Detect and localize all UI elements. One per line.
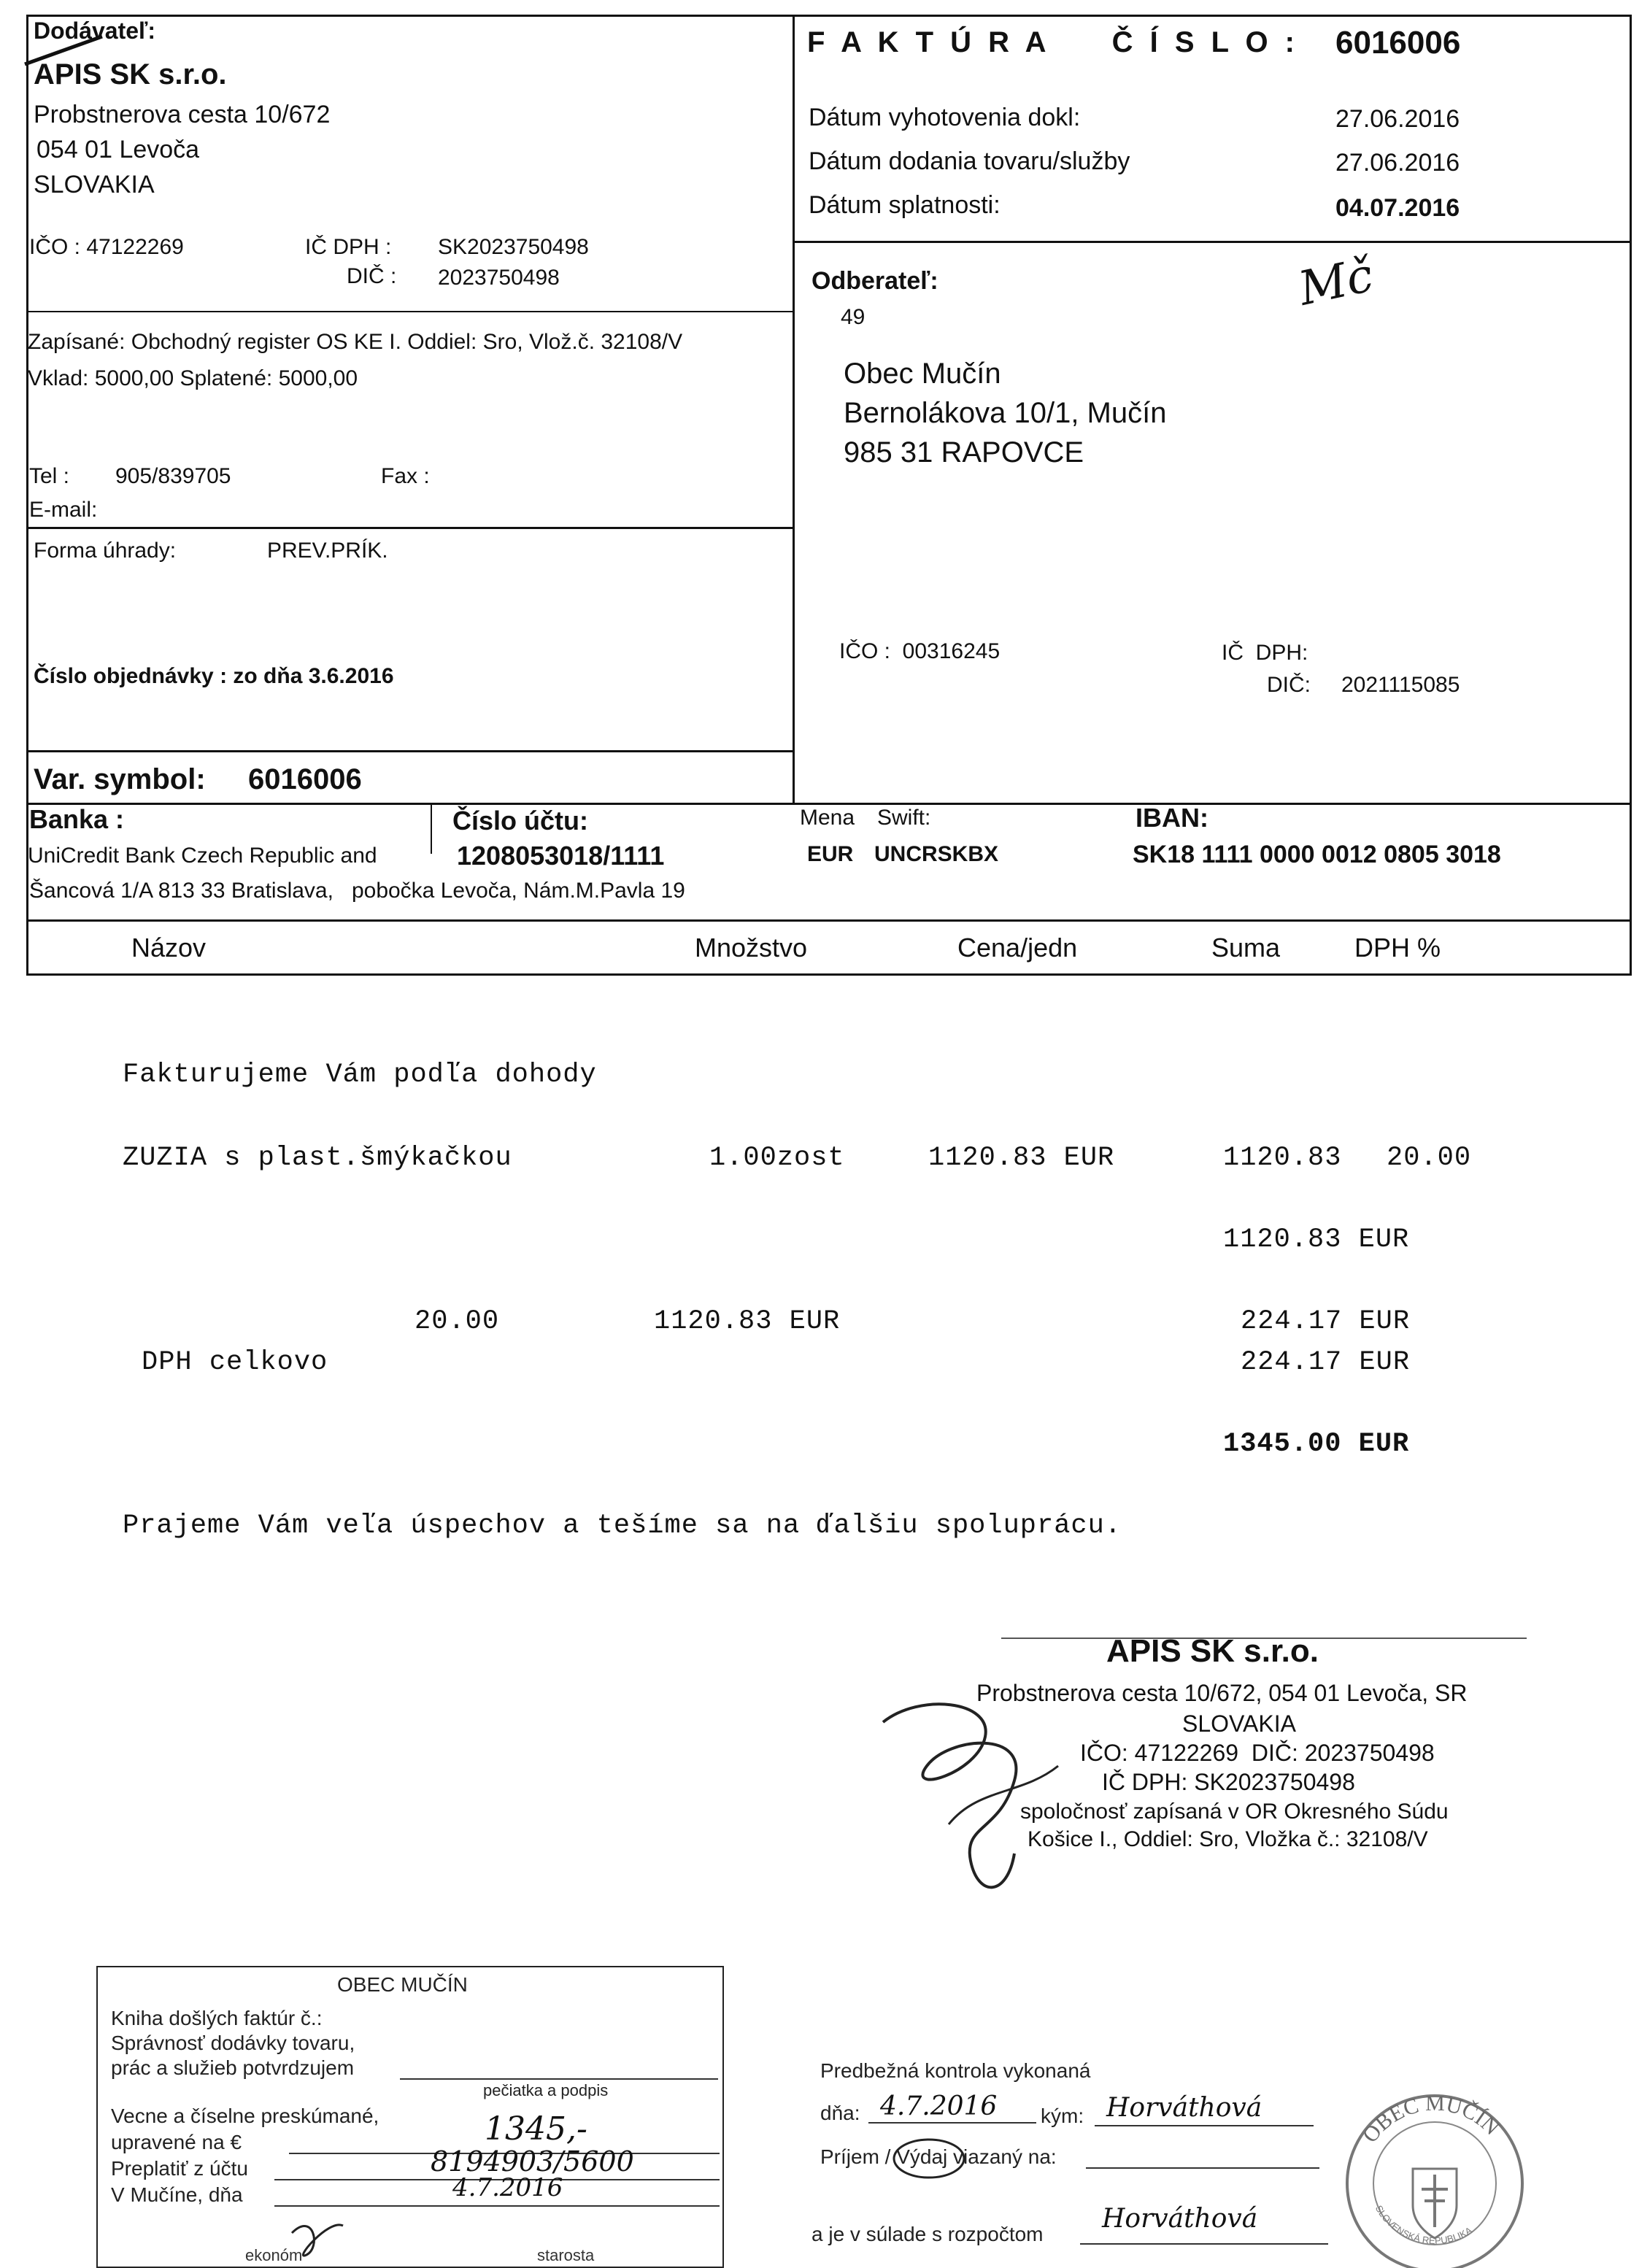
supplier-city: 054 01 Levoča [36, 136, 200, 163]
col-name-header: Názov [131, 933, 207, 963]
var-symbol-label: Var. symbol: [34, 763, 206, 795]
company-stamp-line1: Probstnerova cesta 10/672, 054 01 Levoča, SR [976, 1680, 1468, 1706]
item-qty: 1.00zost [709, 1143, 845, 1173]
invoice-title: F A K T Ú R A Č Í S L O : [807, 26, 1299, 58]
receipt-stamp-signature [277, 2204, 365, 2268]
receipt-stamp-row6: Preplatiť z účtu [111, 2157, 248, 2180]
bank-label: Banka : [29, 804, 125, 834]
vat-amount: 224.17 EUR [1241, 1306, 1411, 1337]
frame-right [1630, 15, 1632, 975]
supplier-icdph: SK2023750498 [438, 235, 589, 259]
delivery-date: 27.06.2016 [1335, 149, 1460, 177]
company-stamp-line3: IČO: 47122269 DIČ: 2023750498 [1080, 1740, 1435, 1766]
control-stamp-line-by [1095, 2125, 1314, 2126]
supplier-ico: IČO : 47122269 [29, 235, 184, 259]
item-name: ZUZIA s plast.šmýkačkou [123, 1143, 512, 1173]
supplier-payment-label: Forma úhrady: [34, 539, 177, 563]
control-stamp-by-label: kým: [1041, 2105, 1084, 2127]
account-number: 1208053018/1111 [457, 841, 665, 871]
supplier-street: Probstnerova cesta 10/672 [34, 101, 331, 128]
supplier-register: Zapísané: Obchodný register OS KE I. Oddiel: Sro, Vlož.č. 32108/V [28, 330, 683, 354]
supplier-icdph-label: IČ DPH : [305, 235, 392, 259]
customer-dic: 2021115085 [1341, 673, 1460, 697]
receipt-stamp-row5-value: 1345,- [485, 2110, 587, 2148]
receipt-stamp-row3: prác a služieb potvrdzujem [111, 2056, 355, 2079]
vat-total-label: DPH celkovo [142, 1347, 328, 1378]
vat-rate: 20.00 [415, 1306, 500, 1337]
receipt-stamp-row5: upravené na € [111, 2131, 242, 2153]
divider-supplier-register [26, 311, 794, 312]
item-unit-price: 1120.83 EUR [928, 1143, 1115, 1173]
swift-label: Swift: [877, 806, 931, 830]
divider-bank-left-vertical [431, 803, 432, 854]
receipt-stamp-row4: Vecne a číselne preskúmané, [111, 2105, 379, 2127]
customer-code: 49 [841, 305, 866, 329]
item-sum: 1120.83 [1223, 1143, 1342, 1173]
supplier-label: Dodávateľ: [34, 18, 156, 44]
bank-address: Šancová 1/A 813 33 Bratislava, pobočka Levoča, Nám.M.Pavla 19 [29, 879, 685, 903]
supplier-dic: 2023750498 [438, 266, 560, 290]
control-stamp-date-label: dňa: [820, 2102, 860, 2124]
company-stamp-line2: SLOVAKIA [1182, 1710, 1296, 1737]
frame-bottom [26, 973, 1632, 976]
receipt-stamp-line-row3 [400, 2078, 718, 2080]
company-stamp-line5: spoločnosť zapísaná v OR Okresného Súdu [1020, 1800, 1449, 1824]
supplier-order: Číslo objednávky : zo dňa 3.6.2016 [34, 664, 394, 688]
receipt-stamp-footer-left: ekonóm [245, 2246, 303, 2264]
supplier-dic-label: DIČ : [347, 264, 397, 288]
issue-date-label: Dátum vyhotovenia dokl: [809, 104, 1081, 131]
customer-ico: IČO : 00316245 [839, 639, 1001, 663]
closing-text: Prajeme Vám veľa úspechov a tešíme sa na ďalšiu spoluprácu. [123, 1511, 1122, 1541]
supplier-tel-label: Tel : [29, 464, 70, 488]
delivery-date-label: Dátum dodania tovaru/služby [809, 147, 1130, 175]
supplier-capital: Vklad: 5000,00 Splatené: 5000,00 [28, 366, 358, 390]
vat-total: 224.17 EUR [1241, 1347, 1411, 1378]
frame-top [26, 15, 1632, 17]
company-stamp-name: APIS SK s.r.o. [1106, 1633, 1319, 1669]
customer-label: Odberateľ: [811, 267, 938, 295]
col-unit-price-header: Cena/jedn [957, 933, 1078, 963]
item-vat: 20.00 [1387, 1143, 1472, 1173]
receipt-stamp-row7-value: 4.7.2016 [452, 2173, 563, 2202]
var-symbol: 6016006 [248, 763, 362, 795]
seal-sub: SLOVENSKÁ REPUBLIKA [1373, 2203, 1474, 2247]
company-stamp-line4: IČ DPH: SK2023750498 [1102, 1769, 1355, 1795]
currency-label: Mena [800, 806, 855, 830]
control-stamp-line-date [868, 2122, 1036, 2124]
supplier-label-slash [22, 32, 109, 69]
seal-text: OBEC MUČÍN [1357, 2091, 1505, 2148]
company-stamp-line6: Košice I., Oddiel: Sro, Vložka č.: 32108/V [1028, 1827, 1428, 1851]
supplier-email-label: E-mail: [29, 498, 98, 522]
receipt-stamp-sig-caption: pečiatka a podpis [483, 2081, 609, 2099]
col-vat-header: DPH % [1354, 933, 1441, 963]
currency-value: EUR [807, 842, 854, 866]
supplier-payment: PREV.PRÍK. [267, 539, 388, 563]
control-stamp-by: Horváthová [1106, 2093, 1262, 2123]
control-stamp-row3: Príjem / Výdaj viazaný na: [820, 2145, 1057, 2168]
receipt-stamp-footer-right: starosta [537, 2246, 595, 2264]
divider-bank-top [26, 803, 1632, 805]
grand-total: 1345.00 EUR [1223, 1429, 1410, 1459]
divider-register-payment [26, 527, 794, 529]
control-stamp-row1: Predbežná kontrola vykonaná [820, 2059, 1091, 2082]
supplier-country: SLOVAKIA [34, 171, 155, 198]
iban-value: SK18 1111 0000 0012 0805 3018 [1133, 841, 1501, 868]
vat-base: 1120.83 EUR [654, 1306, 841, 1337]
col-sum-header: Suma [1211, 933, 1281, 963]
receipt-stamp-title: OBEC MUČÍN [337, 1973, 468, 1996]
receipt-stamp-row6-value: 8194903/5600 [431, 2145, 634, 2178]
receipt-stamp-row1: Kniha došlých faktúr č.: [111, 2007, 323, 2029]
divider-varsymbol [26, 750, 794, 752]
control-stamp-date: 4.7.2016 [880, 2091, 998, 2121]
bank-name: UniCredit Bank Czech Republic and [28, 844, 377, 868]
supplier-name: APIS SK s.r.o. [34, 58, 227, 90]
iban-label: IBAN: [1136, 803, 1208, 833]
due-date-label: Dátum splatnosti: [809, 191, 1001, 219]
col-qty-header: Množstvo [695, 933, 808, 963]
supplier-tel: 905/839705 [115, 464, 231, 488]
customer-dic-label: DIČ: [1267, 673, 1311, 697]
municipal-seal [1340, 2088, 1530, 2268]
control-stamp-row4-sig: Horváthová [1102, 2204, 1258, 2234]
customer-street: Bernolákova 10/1, Mučín [844, 397, 1167, 429]
supplier-fax-label: Fax : [381, 464, 430, 488]
subtotal: 1120.83 EUR [1223, 1224, 1410, 1255]
receipt-stamp-row7: V Mučíne, dňa [111, 2183, 243, 2206]
intro-text: Fakturujeme Vám podľa dohody [123, 1060, 597, 1090]
receipt-stamp-row2: Správnosť dodávky tovaru, [111, 2032, 355, 2054]
divider-table-header [26, 919, 1632, 922]
control-stamp-row4: a je v súlade s rozpočtom [811, 2223, 1044, 2245]
account-label: Číslo účtu: [452, 806, 588, 836]
divider-invoice-customer [793, 241, 1632, 243]
customer-handwritten-mark: Mč [1294, 248, 1378, 317]
frame-left [26, 15, 28, 975]
signature-scribble [861, 1678, 1080, 1912]
control-stamp-line-row4 [1080, 2243, 1328, 2245]
divider-middle-vertical [793, 15, 795, 804]
invoice-number: 6016006 [1335, 25, 1461, 61]
due-date: 04.07.2016 [1335, 194, 1460, 222]
customer-city: 985 31 RAPOVCE [844, 436, 1084, 468]
customer-name: Obec Mučín [844, 358, 1001, 390]
control-stamp-line-row3 [1086, 2167, 1319, 2169]
control-stamp-circle [889, 2135, 969, 2182]
issue-date: 27.06.2016 [1335, 105, 1460, 133]
customer-icdph: IČ DPH: [1222, 641, 1308, 665]
swift-value: UNCRSKBX [874, 842, 999, 866]
